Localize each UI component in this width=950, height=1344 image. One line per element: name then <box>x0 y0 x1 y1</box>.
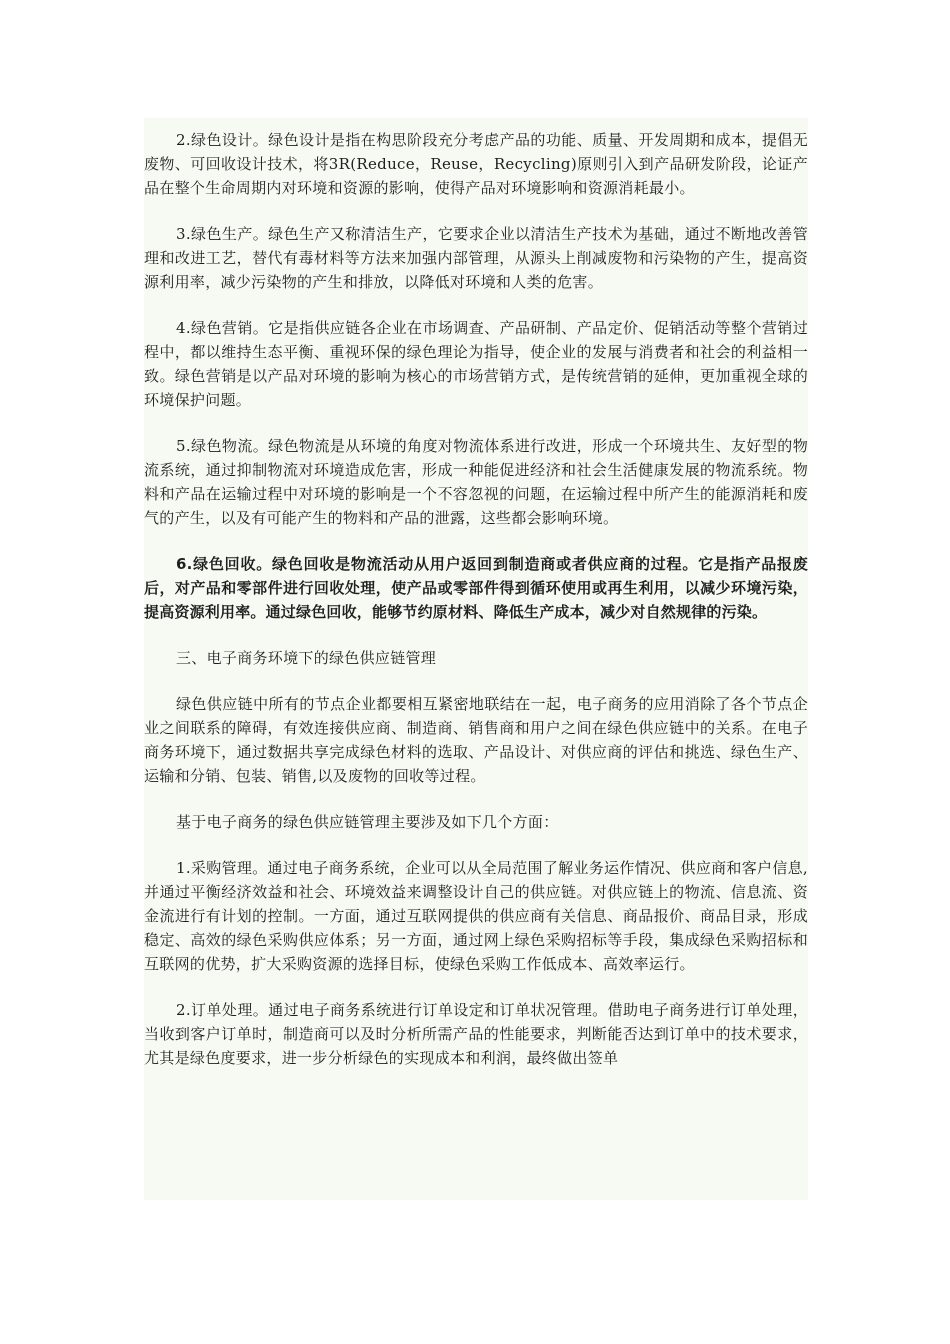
paragraph-green-logistics: 5.绿色物流。绿色物流是从环境的角度对物流体系进行改进，形成一个环境共生、友好型的物流系统，通过抑制物流对环境造成危害，形成一种能促进经济和社会生活健康发展的物流系统。物料和产品在运输过程中对环境的影响是一个不容忽视的问题，在运输过程中所产生的能源消耗和废气的产生，以及有可能产生的物料和产品的泄露，这些都会影响环境。 <box>144 437 808 527</box>
paragraph-green-marketing: 4.绿色营销。它是指供应链各企业在市场调查、产品研制、产品定价、促销活动等整个营销过程中，都以维持生态平衡、重视环保的绿色理论为指导，使企业的发展与消费者和社会的利益相一致。绿色营销是以产品对环境的影响为核心的市场营销方式，是传统营销的延伸，更加重视全球的环境保护问题。 <box>144 319 808 409</box>
paragraph-procurement: 1.采购管理。通过电子商务系统，企业可以从全局范围了解业务运作情况、供应商和客户信息,并通过平衡经济效益和社会、环境效益来调整设计自己的供应链。对供应链上的物流、信息流、资金流进行有计划的控制。一方面，通过互联网提供的供应商有关信息、商品报价、商品目录，形成稳定、高效的绿色采购供应体系；另一方面，通过网上绿色采购招标等手段，集成绿色采购招标和互联网的优势，扩大采购资源的选择目标，使绿色采购工作低成本、高效率运行。 <box>144 859 808 973</box>
section-heading: 三、电子商务环境下的绿色供应链管理 <box>176 649 437 667</box>
paragraph-green-recycling: 6.绿色回收。绿色回收是物流活动从用户返回到制造商或者供应商的过程。它是指产品报废后，对产品和零部件进行回收处理，使产品或零部件得到循环使用或再生利用，以减少环境污染，提高资源利用率。通过绿色回收，能够节约原材料、降低生产成本，减少对自然规律的污染。 <box>144 555 808 621</box>
document-page <box>144 118 808 1200</box>
paragraph-order-processing: 2.订单处理。通过电子商务系统进行订单设定和订单状况管理。借助电子商务进行订单处理，当收到客户订单时，制造商可以及时分析所需产品的性能要求，判断能否达到订单中的技术要求，尤其是绿色度要求，进一步分析绿色的实现成本和利润，最终做出签单 <box>144 1001 808 1067</box>
paragraph-ec-overview: 绿色供应链中所有的节点企业都要相互紧密地联结在一起，电子商务的应用消除了各个节点企业之间联系的障碍，有效连接供应商、制造商、销售商和用户之间在绿色供应链中的关系。在电子商务环境下，通过数据共享完成绿色材料的选取、产品设计、对供应商的评估和挑选、绿色生产、运输和分销、包装、销售,以及废物的回收等过程。 <box>144 695 808 785</box>
paragraph-green-production: 3.绿色生产。绿色生产又称清洁生产，它要求企业以清洁生产技术为基础，通过不断地改善管理和改进工艺，替代有毒材料等方法来加强内部管理，从源头上削减废物和污染物的产生，提高资源利用率，减少污染物的产生和排放，以降低对环境和人类的危害。 <box>144 225 808 291</box>
paragraph-green-design: 2.绿色设计。绿色设计是指在构思阶段充分考虑产品的功能、质量、开发周期和成本，提倡无废物、可回收设计技术，将3R(Reduce，Reuse，Recycling)原则引入到产品研发阶段，论证产品在整个生命周期内对环境和资源的影响，使得产品对环境影响和资源消耗最小。 <box>144 131 808 197</box>
paragraph-ec-aspects-intro: 基于电子商务的绿色供应链管理主要涉及如下几个方面： <box>176 813 559 831</box>
